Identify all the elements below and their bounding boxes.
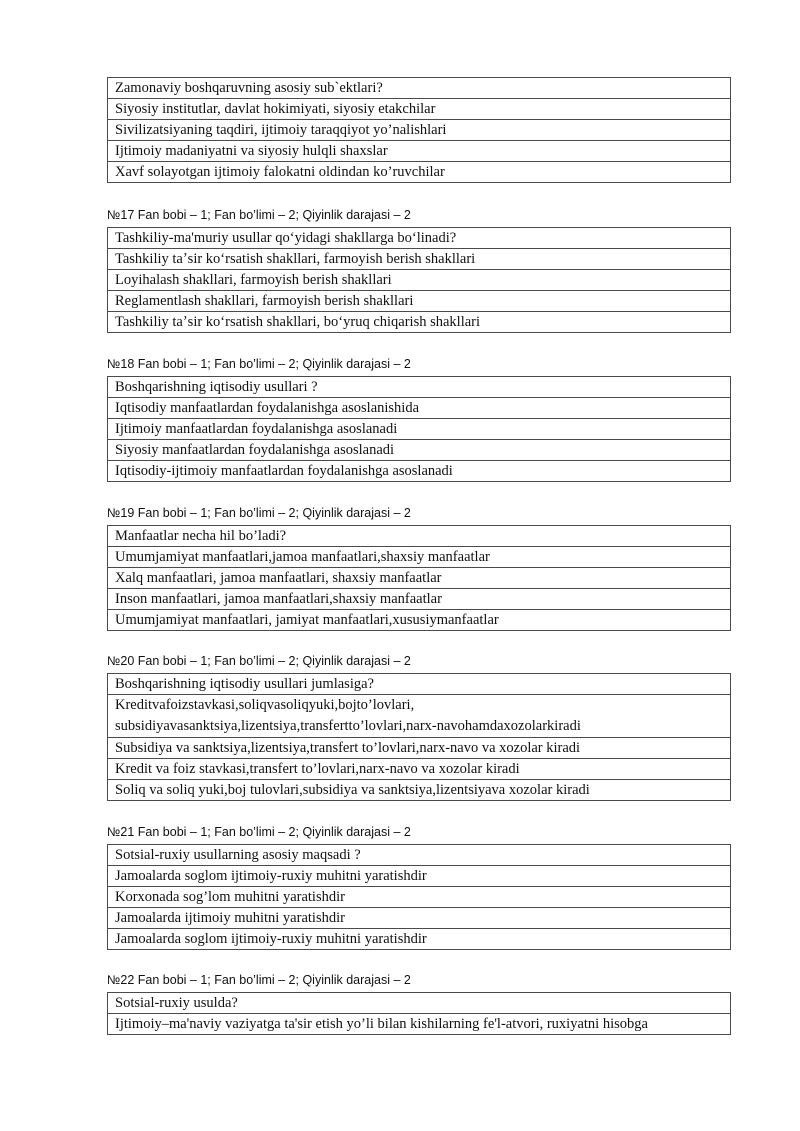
answer-text: Sivilizatsiyaning taqdiri, ijtimoiy taraqqiyot yo’nalishlari — [108, 120, 731, 141]
answer-row — [108, 440, 731, 461]
question-table — [107, 77, 731, 183]
answer-row — [108, 419, 731, 440]
question-row — [108, 78, 731, 99]
answer-row — [108, 312, 731, 333]
question-row — [108, 526, 731, 547]
question-text: Boshqarishning iqtisodiy usullari jumlasiga? — [108, 674, 731, 695]
answer-text: Loyihalash shakllari, farmoyish berish shakllari — [108, 270, 731, 291]
question-header: №21 Fan bobi – 1; Fan bo’limi – 2; Qiyinlik darajasi – 2 — [107, 825, 411, 839]
answer-row — [108, 461, 731, 482]
question-block — [107, 505, 731, 631]
question-row — [108, 674, 731, 695]
answer-text: Iqtisodiy-ijtimoiy manfaatlardan foydalanishga asoslanadi — [108, 461, 731, 482]
question-table — [107, 992, 731, 1035]
answer-text: Ijtimoiy manfaatlardan foydalanishga asoslanadi — [108, 419, 731, 440]
answer-row — [108, 99, 731, 120]
question-table — [107, 844, 731, 950]
question-text: Zamonaviy boshqaruvning asosiy sub`ektlari? — [108, 78, 731, 99]
answer-text: Tashkiliy taʼsir koʻrsatish shakllari, boʻyruq chiqarish shakllari — [108, 312, 731, 333]
question-row — [108, 845, 731, 866]
answer-row — [108, 908, 731, 929]
answer-text: Inson manfaatlari, jamoa manfaatlari,shaxsiy manfaatlar — [108, 589, 731, 610]
question-header: №20 Fan bobi – 1; Fan bo’limi – 2; Qiyinlik darajasi – 2 — [107, 654, 411, 668]
question-header: №18 Fan bobi – 1; Fan bo’limi – 2; Qiyinlik darajasi – 2 — [107, 357, 411, 371]
question-block — [107, 972, 731, 1035]
answer-row — [108, 120, 731, 141]
question-table — [107, 525, 731, 631]
answer-row — [108, 780, 731, 801]
question-table — [107, 227, 731, 333]
answer-text: Reglamentlash shakllari, farmoyish berish shakllari — [108, 291, 731, 312]
question-row — [108, 228, 731, 249]
answer-row — [108, 162, 731, 183]
answer-text: Xavf solayotgan ijtimoiy falokatni oldindan ko’ruvchilar — [108, 162, 731, 183]
question-row — [108, 993, 731, 1014]
answer-text: Umumjamiyat manfaatlari, jamiyat manfaatlari,xususiymanfaatlar — [108, 610, 731, 631]
answer-row — [108, 249, 731, 270]
question-block — [107, 77, 731, 183]
answer-row — [108, 589, 731, 610]
question-text: Manfaatlar necha hil bo’ladi? — [108, 526, 731, 547]
answer-text: Jamoalarda soglom ijtimoiy-ruxiy muhitni yaratishdir — [108, 929, 731, 950]
answer-text: Ijtimoiy madaniyatni va siyosiy hulqli shaxslar — [108, 141, 731, 162]
question-header: №22 Fan bobi – 1; Fan bo’limi – 2; Qiyinlik darajasi – 2 — [107, 973, 411, 987]
answer-row — [108, 141, 731, 162]
answer-row — [108, 887, 731, 908]
answer-text: Siyosiy institutlar, davlat hokimiyati, siyosiy etakchilar — [108, 99, 731, 120]
question-text: Tashkiliy-ma'muriy usullar qoʻyidagi shakllarga boʻlinadi? — [108, 228, 731, 249]
answer-text: Iqtisodiy manfaatlardan foydalanishga asoslanishida — [108, 398, 731, 419]
answer-row — [108, 759, 731, 780]
answer-text: Jamoalarda soglom ijtimoiy-ruxiy muhitni yaratishdir — [108, 866, 731, 887]
answer-row — [108, 291, 731, 312]
answer-text: Xalq manfaatlari, jamoa manfaatlari, shaxsiy manfaatlar — [108, 568, 731, 589]
question-table — [107, 673, 731, 801]
answer-text: Kreditvafoizstavkasi,soliqvasoliqyuki,bojto’lovlari, subsidiyavasanktsiya,lizentsiya,transfertto’lovlari,narx-navohamdaxozolarkiradi — [108, 695, 731, 738]
question-table — [107, 376, 731, 482]
question-text: Boshqarishning iqtisodiy usullari ? — [108, 377, 731, 398]
question-block — [107, 356, 731, 482]
question-text: Sotsial-ruxiy usullarning asosiy maqsadi ? — [108, 845, 731, 866]
answer-text: Subsidiya va sanktsiya,lizentsiya,transfert to’lovlari,narx-navo va xozolar kiradi — [108, 738, 731, 759]
answer-text: Kredit va foiz stavkasi,transfert to’lovlari,narx-navo va xozolar kiradi — [108, 759, 731, 780]
answer-row — [108, 547, 731, 568]
answer-text: Tashkiliy taʼsir koʻrsatish shakllari, farmoyish berish shakllari — [108, 249, 731, 270]
answer-row — [108, 270, 731, 291]
answer-text: Jamoalarda ijtimoiy muhitni yaratishdir — [108, 908, 731, 929]
answer-row — [108, 738, 731, 759]
question-row — [108, 377, 731, 398]
answer-text: Korxonada sog’lom muhitni yaratishdir — [108, 887, 731, 908]
question-block — [107, 824, 731, 950]
answer-text: Siyosiy manfaatlardan foydalanishga asoslanadi — [108, 440, 731, 461]
answer-text: Soliq va soliq yuki,boj tulovlari,subsidiya va sanktsiya,lizentsiyava xozolar kiradi — [108, 780, 731, 801]
question-text: Sotsial-ruxiy usulda? — [108, 993, 731, 1014]
question-header: №17 Fan bobi – 1; Fan bo’limi – 2; Qiyinlik darajasi – 2 — [107, 208, 411, 222]
answer-row — [108, 866, 731, 887]
answer-text: Ijtimoiy–ma'naviy vaziyatga ta'sir etish yo’li bilan kishilarning fe'l-atvori, ruxiyatni hisobga — [108, 1014, 731, 1035]
question-header: №19 Fan bobi – 1; Fan bo’limi – 2; Qiyinlik darajasi – 2 — [107, 506, 411, 520]
answer-text: Umumjamiyat manfaatlari,jamoa manfaatlari,shaxsiy manfaatlar — [108, 547, 731, 568]
answer-row — [108, 695, 731, 738]
answer-row — [108, 610, 731, 631]
question-block — [107, 653, 731, 801]
answer-row — [108, 929, 731, 950]
answer-row — [108, 568, 731, 589]
question-block — [107, 207, 731, 333]
answer-row — [108, 398, 731, 419]
answer-row — [108, 1014, 731, 1035]
